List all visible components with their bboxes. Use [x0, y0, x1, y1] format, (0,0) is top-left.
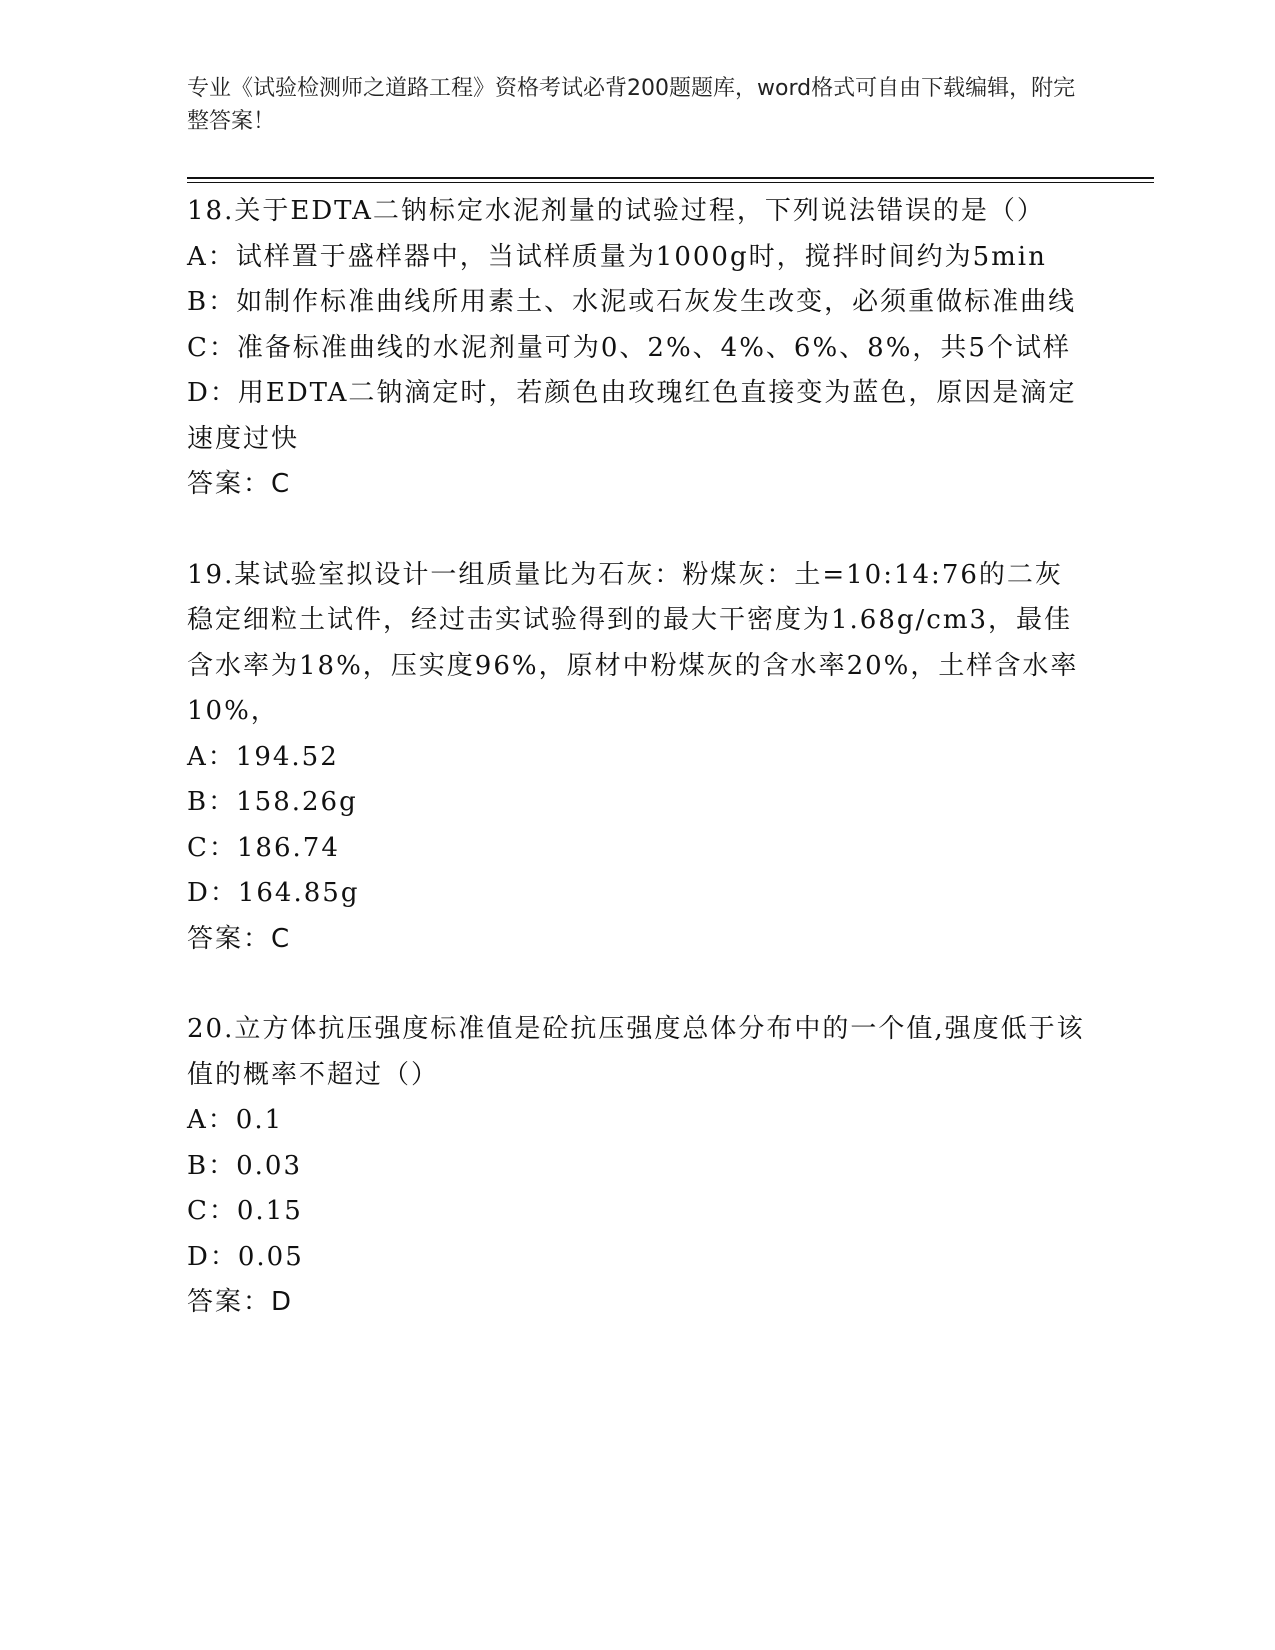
option-a: A：试样置于盛样器中，当试样质量为1000g时，搅拌时间约为5min	[187, 241, 1047, 272]
option-b: B：158.26g	[187, 787, 358, 817]
option-c: C：186.74	[187, 832, 340, 863]
document-header: 专业《试验检测师之道路工程》资格考试必背200题题库，word格式可自由下载编辑，附完整答案！	[187, 76, 1076, 134]
option-b: B：0.03	[187, 1150, 302, 1181]
option-a: A：0.1	[187, 1105, 284, 1135]
answer: 答案：C	[187, 923, 292, 954]
option-d: D：0.05	[187, 1241, 304, 1272]
question-spacer	[187, 962, 1087, 1007]
question-list	[187, 189, 1087, 1326]
question-18	[187, 189, 1087, 508]
question-20	[187, 1007, 1087, 1326]
option-c: C：准备标准曲线的水泥剂量可为0、2%、4%、6%、8%，共5个试样	[187, 332, 1071, 363]
header-divider-thin	[187, 182, 1154, 183]
question-stem: 19.某试验室拟设计一组质量比为石灰：粉煤灰：土=10:14:76的二灰稳定细粒土试件，经过击实试验得到的最大干密度为1.68g/cm3，最佳含水率为18%，压实度96%，原材中粉煤灰的含水率20%，土样含水率10%，	[187, 559, 1079, 726]
answer: 答案：C	[187, 469, 292, 499]
question-stem: 20.立方体抗压强度标准值是砼抗压强度总体分布中的一个值,强度低于该值的概率不超过（）	[187, 1014, 1085, 1090]
question-spacer	[187, 508, 1087, 553]
question-stem: 18.关于EDTA二钠标定水泥剂量的试验过程，下列说法错误的是（）	[187, 196, 1045, 226]
question-19	[187, 553, 1087, 963]
option-c: C：0.15	[187, 1196, 303, 1226]
option-a: A：194.52	[187, 741, 339, 772]
header-divider-thick	[187, 177, 1154, 179]
answer: 答案：D	[187, 1287, 294, 1317]
option-d: D：用EDTA二钠滴定时，若颜色由玫瑰红色直接变为蓝色，原因是滴定速度过快	[187, 378, 1077, 454]
option-b: B：如制作标准曲线所用素土、水泥或石灰发生改变，必须重做标准曲线	[187, 287, 1077, 317]
option-d: D：164.85g	[187, 878, 360, 908]
